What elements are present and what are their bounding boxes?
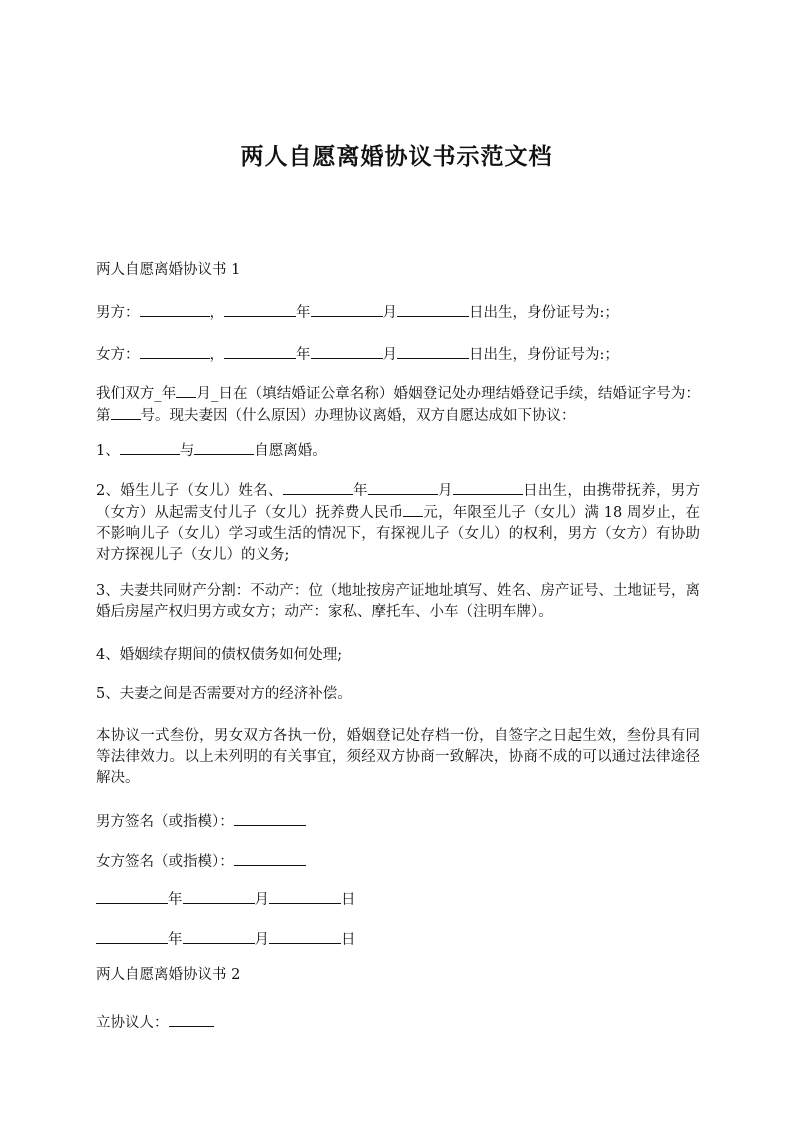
month-label: 月 [437,483,453,499]
item2-part1: 2、婚生儿子（女儿）姓名、 [96,483,283,499]
female-birth-year-blank[interactable] [224,344,296,359]
party-line [96,1012,700,1034]
male-comma: ， [209,305,224,321]
year-label: 年 [296,347,311,363]
male-name-blank[interactable] [140,302,210,317]
intro-part1: 我们双方_年 [96,386,177,402]
party-name-blank[interactable] [169,1012,214,1027]
male-birth-month-blank[interactable] [311,302,383,317]
item-1 [96,440,700,462]
date2-day-blank[interactable] [269,929,341,944]
item1-prefix: 1、 [96,443,120,459]
date1-month-blank[interactable] [183,889,255,904]
female-label: 女方： [96,347,140,363]
section2-heading: 两人自愿离婚协议书 2 [96,967,241,983]
child-birth-day-blank[interactable] [453,480,523,495]
item2-part2: 日出生，由携带抚养，男方（女方）从起需支付儿子（女儿）抚养费人民币 [96,483,701,521]
female-signature-line [96,851,700,873]
date-line-2 [96,929,700,951]
year-label: 年 [168,892,183,908]
item1-suffix: 自愿离婚。 [254,443,327,459]
female-signature-blank[interactable] [234,851,306,866]
date1-day-blank[interactable] [269,889,341,904]
year-label: 年 [168,932,183,948]
male-label: 男方： [96,305,140,321]
certificate-no-blank[interactable] [111,405,141,420]
month-label: 月 [254,932,269,948]
child-name-blank[interactable] [283,480,353,495]
item-3: 3、夫妻共同财产分割：不动产：位（地址按房产证地址填写、姓名、房产证号、土地证号，离婚后房屋产权归男方或女方；动产：家私、摩托车、小车（注明车牌）。 [96,583,700,620]
marriage-month-blank[interactable] [176,383,196,398]
day-label: 日 [341,932,356,948]
closing-paragraph: 本协议一式叁份，男女双方各执一份，婚姻登记处存档一份，自签字之日起生效，叁份具有同等法律效力。以上未列明的有关事宜，须经双方协商一致解决，协商不成的可以通过法律途径解决。 [96,728,700,786]
male-birth-day-blank[interactable] [397,302,469,317]
female-info-line [96,344,700,366]
female-name-blank[interactable] [140,344,210,359]
male-signature-line [96,811,700,833]
item-5: 5、夫妻之间是否需要对方的经济补偿。 [96,686,352,702]
female-comma: ， [209,347,224,363]
month-label: 月 [382,347,397,363]
date-line-1 [96,889,700,911]
intro-part2: 月_日在（填结婚证公章名称）婚姻登记处办理结婚登记手续，结婚证字号为：第 [96,386,701,424]
party-a-blank[interactable] [120,440,180,455]
party-b-blank[interactable] [194,440,254,455]
intro-part3: 号。现夫妻因（什么原因）办理协议离婚，双方自愿达成如下协议： [140,408,576,424]
male-birth-year-blank[interactable] [224,302,296,317]
female-birth-month-blank[interactable] [311,344,383,359]
item-2 [96,480,700,566]
female-birth-day-blank[interactable] [397,344,469,359]
item-4: 4、婚姻续存期间的债权债务如何处理; [96,647,343,663]
male-id-label: 日出生，身份证号为:； [469,305,619,321]
item1-middle: 与 [179,443,195,459]
month-label: 月 [382,305,397,321]
support-amount-blank[interactable] [403,502,423,517]
date1-year-blank[interactable] [96,889,168,904]
male-info-line [96,302,700,324]
male-signature-blank[interactable] [234,811,306,826]
item2-part3: 元，年限至儿子（女儿）满 18 周岁止，在不影响儿子（女儿）学习或生活的情况下，有探视儿子（女儿）的权利，男方（女方）有协助对方探视儿子（女儿）的义务; [96,505,700,563]
male-signature-label: 男方签名（或指模）： [96,814,234,830]
year-label: 年 [296,305,311,321]
year-label: 年 [352,483,368,499]
intro-paragraph [96,383,700,427]
child-birth-month-blank[interactable] [368,480,438,495]
day-label: 日 [341,892,356,908]
document-title: 两人自愿离婚协议书示范文档 [240,144,553,170]
female-signature-label: 女方签名（或指模）： [96,854,234,870]
section1-heading: 两人自愿离婚协议书 1 [96,262,241,278]
month-label: 月 [254,892,269,908]
party-label: 立协议人： [96,1015,169,1031]
date2-month-blank[interactable] [183,929,255,944]
date2-year-blank[interactable] [96,929,168,944]
female-id-label: 日出生，身份证号为:； [469,347,619,363]
